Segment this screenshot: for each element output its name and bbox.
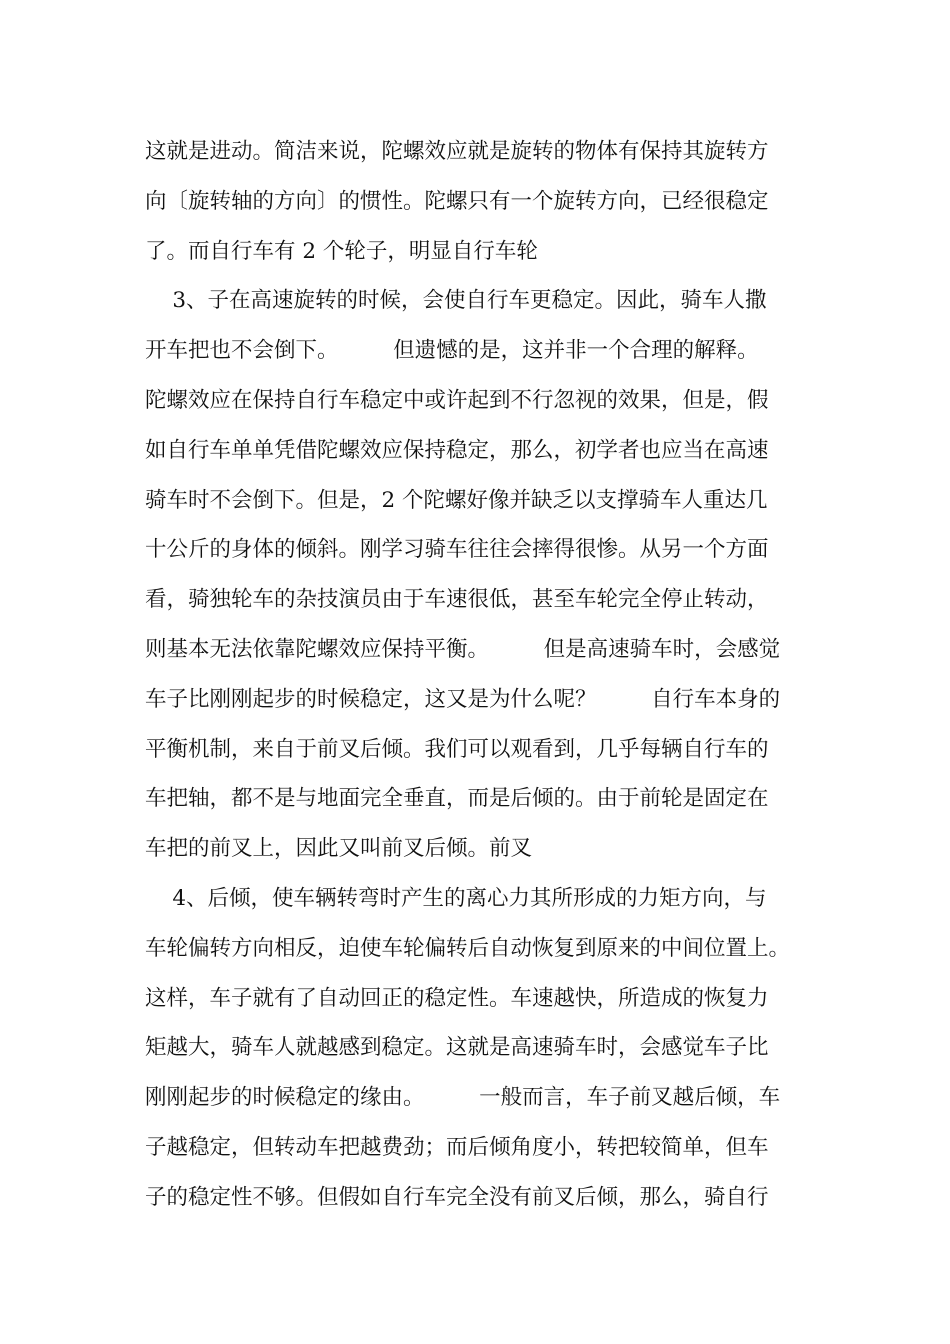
text-line: 车把的前叉上，因此又叫前叉后倾。前叉: [145, 836, 533, 862]
text-line: 开车把也不会倒下。 但遗憾的是，这并非一个合理的解释。: [145, 338, 759, 364]
text-line: 平衡机制，来自于前叉后倾。我们可以观看到，几乎每辆自行车的: [145, 736, 769, 762]
text-line: 车子比刚刚起步的时候稳定，这又是为什么呢？ 自行车本身的: [145, 686, 781, 712]
text-line: 如自行车单单凭借陀螺效应保持稳定，那么，初学者也应当在高速: [145, 437, 769, 463]
text-line: 这样，车子就有了自动回正的稳定性。车速越快，所造成的恢复力: [145, 985, 769, 1011]
text-line: 这就是进动。简洁来说，陀螺效应就是旋转的物体有保持其旋转方: [145, 139, 769, 164]
text-line: 子的稳定性不够。但假如自行车完全没有前叉后倾，那么，骑自行: [145, 1184, 769, 1210]
text-line: 了。而自行车有 2 个轮子，明显自行车轮: [145, 238, 538, 264]
text-line: 刚刚起步的时候稳定的缘由。 一般而言，车子前叉越后倾，车: [145, 1085, 781, 1111]
text-line: 向〔旋转轴的方向〕的惯性。陀螺只有一个旋转方向，已经很稳定: [145, 188, 769, 214]
text-line: 3、子在高速旋转的时候，会使自行车更稳定。因此，骑车人撒: [145, 288, 767, 314]
text-line: 骑车时不会倒下。但是，2 个陀螺好像并缺乏以支撑骑车人重达几: [145, 487, 768, 513]
text-line: 车把轴，都不是与地面完全垂直，而是后倾的。由于前轮是固定在: [145, 786, 769, 812]
text-line: 4、后倾，使车辆转弯时产生的离心力其所形成的力矩方向，与: [145, 885, 767, 911]
text-line: 看，骑独轮车的杂技演员由于车速很低，甚至车轮完全停止转动，: [145, 587, 769, 613]
text-line: 子越稳定，但转动车把越费劲；而后倾角度小，转把较简单，但车: [145, 1134, 769, 1160]
body-text: [145, 127, 835, 1223]
text-line: 十公斤的身体的倾斜。刚学习骑车往往会摔得很惨。从另一个方面: [145, 537, 769, 563]
text-line: 车轮偏转方向相反，迫使车轮偏转后自动恢复到原来的中间位置上。: [145, 935, 791, 961]
text-line: 陀螺效应在保持自行车稳定中或许起到不行忽视的效果，但是，假: [145, 387, 769, 413]
text-line: 则基本无法依靠陀螺效应保持平衡。 但是高速骑车时，会感觉: [145, 636, 781, 662]
text-line: 矩越大，骑车人就越感到稳定。这就是高速骑车时，会感觉车子比: [145, 1035, 769, 1061]
